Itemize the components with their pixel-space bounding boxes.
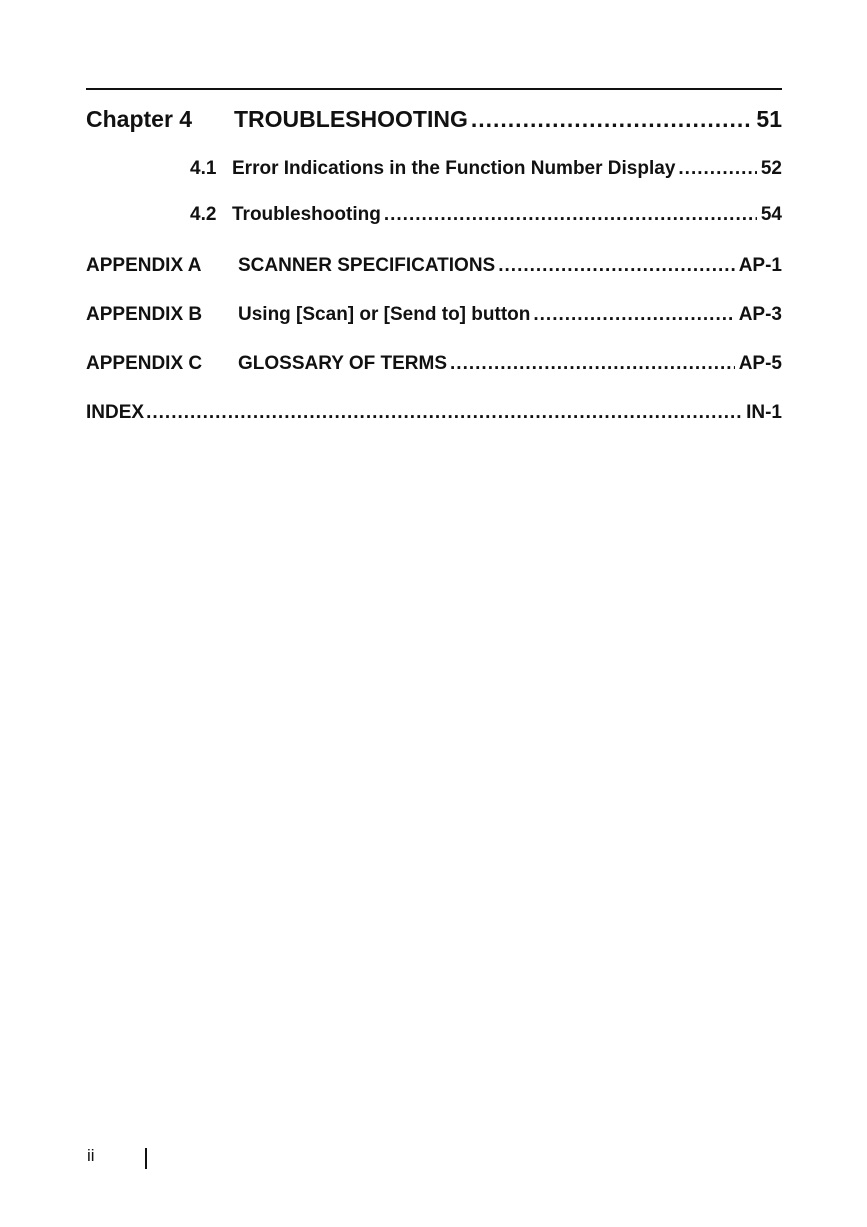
toc-appendix-label: APPENDIX A — [86, 255, 202, 276]
toc-section-title: Troubleshooting — [232, 204, 381, 225]
toc-section-number: 4.2 — [190, 204, 217, 225]
toc-chapter-number: Chapter 4 — [86, 106, 193, 132]
toc-page-number: 51 — [756, 106, 782, 132]
toc-entry-index[interactable] — [86, 402, 782, 424]
toc-page-number: 52 — [760, 158, 782, 179]
toc-appendix-label: APPENDIX B — [86, 304, 203, 325]
toc-leader-dots — [146, 402, 742, 424]
toc-leader-dots — [471, 106, 753, 133]
toc-leader-dots — [384, 204, 757, 226]
header-rule — [86, 88, 782, 90]
toc-chapter-title: TROUBLESHOOTING — [234, 106, 468, 132]
toc-entry-appendix-c[interactable] — [86, 353, 782, 375]
toc-section-number: 4.1 — [190, 158, 217, 179]
toc-leader-dots — [678, 158, 756, 180]
toc-entry-chapter-4[interactable] — [86, 106, 782, 133]
toc-appendix-title: Using [Scan] or [Send to] button — [238, 304, 531, 325]
toc-appendix-title: GLOSSARY OF TERMS — [238, 353, 448, 374]
toc-leader-dots — [533, 304, 734, 326]
toc-leader-dots — [450, 353, 735, 375]
footer-page-number: ii — [87, 1146, 95, 1165]
toc-entry-section-4-2[interactable] — [86, 204, 782, 226]
toc-leader-dots — [498, 255, 734, 277]
toc-page-number: AP-1 — [738, 255, 782, 276]
toc-entry-appendix-a[interactable] — [86, 255, 782, 277]
toc-entry-section-4-1[interactable] — [86, 158, 782, 180]
toc-index-title: INDEX — [86, 402, 145, 423]
toc-page-number: AP-5 — [738, 353, 782, 374]
toc-section-title: Error Indications in the Function Number Display — [232, 158, 676, 179]
toc-appendix-label: APPENDIX C — [86, 353, 203, 374]
toc-appendix-title: SCANNER SPECIFICATIONS — [238, 255, 496, 276]
toc-page-number: 54 — [760, 204, 782, 225]
footer-vertical-rule — [145, 1148, 147, 1169]
toc-page-number: IN-1 — [746, 402, 782, 423]
toc-entry-appendix-b[interactable] — [86, 304, 782, 326]
toc-page-number: AP-3 — [738, 304, 782, 325]
